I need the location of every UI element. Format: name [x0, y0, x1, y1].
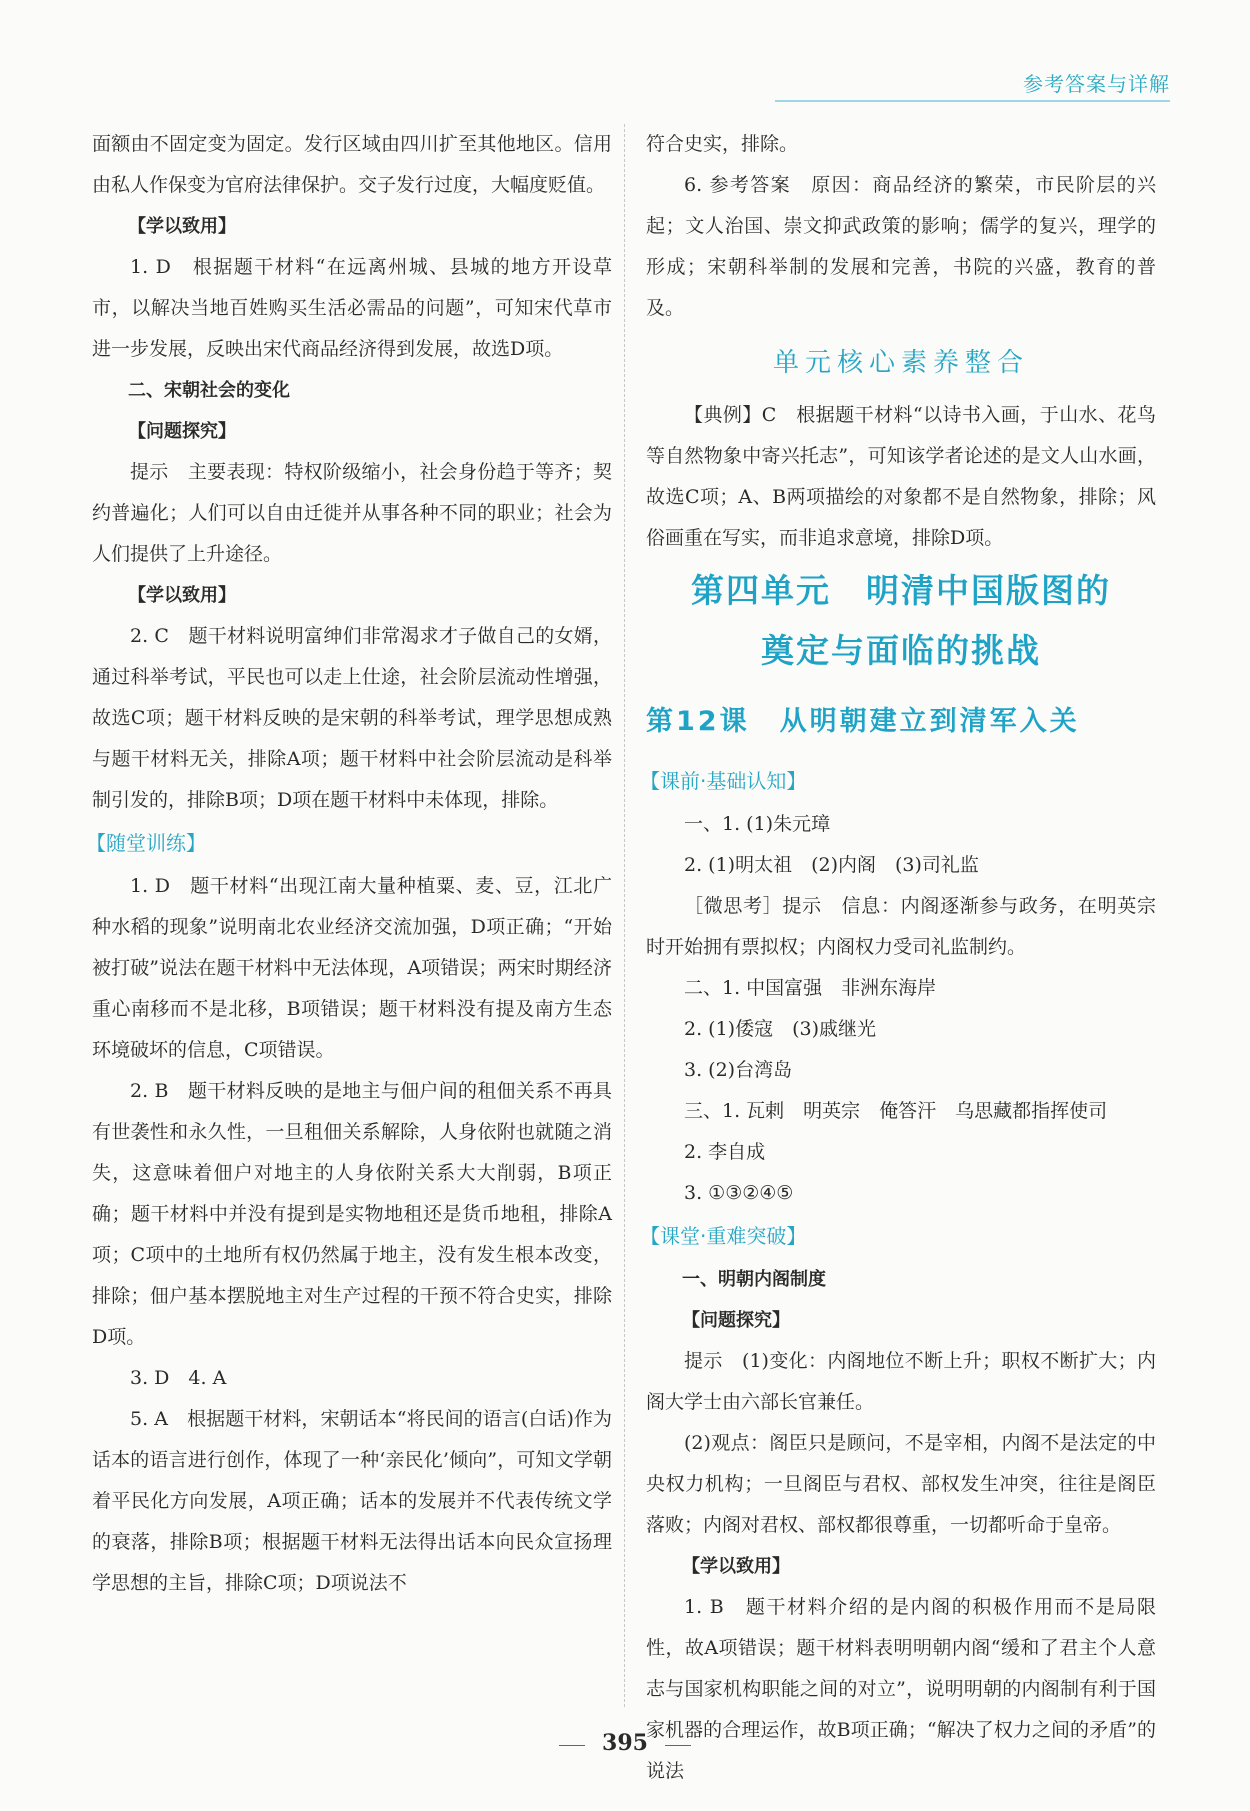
label-xueyizhiyong-3: 【学以致用】 [682, 1556, 790, 1577]
example-answer: 【典例】C 根据题干材料“以诗书入画，于山水、花鸟等自然物象中寄兴托志”，可知该学者论述的是文人山水画，故选C项；A、B两项描绘的对象都不是自然物象，排除；风俗画重在写实，而非追求意境，排除D项。 [646, 404, 1156, 549]
keqian-ii-2: 2. (1)倭寇 (3)戚继光 [684, 1018, 876, 1040]
keqian-iii-2: 2. 李自成 [684, 1141, 766, 1163]
keqian-ii-3: 3. (2)台湾岛 [684, 1059, 793, 1081]
keqian-iii-1: 三、1. 瓦剌 明英宗 俺答汗 乌思藏都指挥使司 [684, 1100, 1108, 1122]
hint-neige-2: (2)观点：阁臣只是顾问，不是宰相，内阁不是法定的中央权力机构；一旦阁臣与君权、部权发生冲突，往往是阁臣落败；内阁对君权、部权都很尊重，一切都听命于皇帝。 [646, 1432, 1156, 1536]
section-suitang-xunlian: 【随堂训练】 [86, 831, 206, 855]
keqian-iii-3: 3. ①③②④⑤ [684, 1182, 794, 1204]
training-q2: 2. B 题干材料反映的是地主与佃户间的租佃关系不再具有世袭性和永久性，一旦租佃关系解除，人身依附也就随之消失，这意味着佃户对地主的人身依附关系大大削弱，B项正确；题干材料中并没有提到是实物地租还是货币地租，排除A项；C项中的土地所有权仍然属于地主，没有发生根本改变，排除；佃户基本摆脱地主对生产过程的干预不符合史实，排除D项。 [92, 1080, 612, 1348]
keqian-item-2: 2. (1)明太祖 (2)内阁 (3)司礼监 [684, 854, 979, 876]
unit-integration-heading: 单元核心素养整合 [772, 348, 1029, 378]
training-q1: 1. D 题干材料“出现江南大量种植粟、麦、豆，江北广种水稻的现象”说明南北农业经济交流加强，D项正确；“开始被打破”说法在题干材料中无法体现，A项错误；两宋时期经济重心南移而不是北移，B项错误；题干材料没有提及南方生态环境破坏的信息，C项错误。 [92, 875, 612, 1061]
header-title: 参考答案与详解 [1023, 72, 1170, 96]
header-rule [775, 100, 1170, 102]
label-wentitanjiu: 【问题探究】 [128, 421, 236, 442]
answer-1: 1. D 根据题干材料“在远离州城、县城的地方开设草市，以解决当地百姓购买生活必需品的问题”，可知宋代草市进一步发展，反映出宋代商品经济得到发展，故选D项。 [92, 256, 612, 360]
answer-2: 2. C 题干材料说明富绅们非常渴求才子做自己的女婿，通过科举考试，平民也可以走上仕途，社会阶层流动性增强，故选C项；题干材料反映的是宋朝的科举考试，理学思想成熟与题干材料无关，排除A项；题干材料中社会阶层流动是科举制引发的，排除B项；D项在题干材料中未体现，排除。 [92, 625, 612, 811]
section-title-neige: 一、明朝内阁制度 [682, 1269, 826, 1290]
footer-dash-left [559, 1745, 585, 1746]
section-ketang: 【课堂·重难突破】 [640, 1224, 807, 1248]
right-column [640, 124, 1156, 1792]
training-q5: 5. A 根据题干材料，宋朝话本“将民间的语言(白话)作为话本的语言进行创作，体现了一种‘亲民化’倾向”，可知文学朝着平民化方向发展，A项正确；话本的发展并不代表传统文学的衰落，排除B项；根据题干材料无法得出话本向民众宣扬理学思想的主旨，排除C项；D项说法不 [92, 1408, 612, 1594]
left-column [86, 124, 612, 1604]
section-title-song-society: 二、宋朝社会的变化 [128, 380, 290, 401]
weisikao-hint: ［微思考］提示 信息：内阁逐渐参与政务，在明英宗时开始拥有票拟权；内阁权力受司礼监制约。 [646, 895, 1156, 958]
paragraph-continuation: 符合史实，排除。 [646, 133, 799, 155]
training-q6: 6. 参考答案 原因：商品经济的繁荣，市民阶层的兴起；文人治国、崇文抑武政策的影响；儒学的复兴，理学的形成；宋朝科举制的发展和完善，书院的兴盛，教育的普及。 [646, 174, 1156, 319]
neige-answer-1: 1. B 题干材料介绍的是内阁的积极作用而不是局限性，故A项错误；题干材料表明明朝内阁“缓和了君主个人意志与国家机构职能之间的对立”，说明明朝的内阁制有利于国家机器的合理运作，故B项正确；“解决了权力之间的矛盾”的说法 [646, 1596, 1156, 1782]
hint-paragraph: 提示 主要表现：特权阶级缩小，社会身份趋于等齐；契约普遍化；人们可以自由迁徙并从事各种不同的职业；社会为人们提供了上升途径。 [92, 461, 612, 565]
hint-neige-1: 提示 (1)变化：内阁地位不断上升；职权不断扩大；内阁大学士由六部长官兼任。 [646, 1350, 1156, 1413]
label-xueyizhiyong-1: 【学以致用】 [128, 216, 236, 237]
section-keqian: 【课前·基础认知】 [640, 769, 807, 793]
training-q3-q4: 3. D 4. A [130, 1367, 227, 1389]
label-xueyizhiyong-2: 【学以致用】 [128, 585, 236, 606]
page-footer [0, 1730, 1250, 1756]
keqian-item-1: 一、1. (1)朱元璋 [684, 813, 831, 835]
paragraph-jiaozi: 面额由不固定变为固定。发行区域由四川扩至其他地区。信用由私人作保变为官府法律保护。交子发行过度，大幅度贬值。 [92, 133, 612, 196]
column-divider [624, 124, 625, 1707]
lesson-title: 第12课 从明朝建立到清军入关 [646, 706, 1080, 737]
label-wentitanjiu-2: 【问题探究】 [682, 1310, 790, 1331]
unit-title-line-2: 奠定与面临的挑战 [761, 631, 1041, 670]
footer-dash-right [665, 1745, 691, 1746]
keqian-ii-1: 二、1. 中国富强 非洲东海岸 [684, 977, 937, 999]
page-number: 395 [602, 1730, 648, 1756]
unit-title-line-1: 第四单元 明清中国版图的 [691, 571, 1111, 610]
